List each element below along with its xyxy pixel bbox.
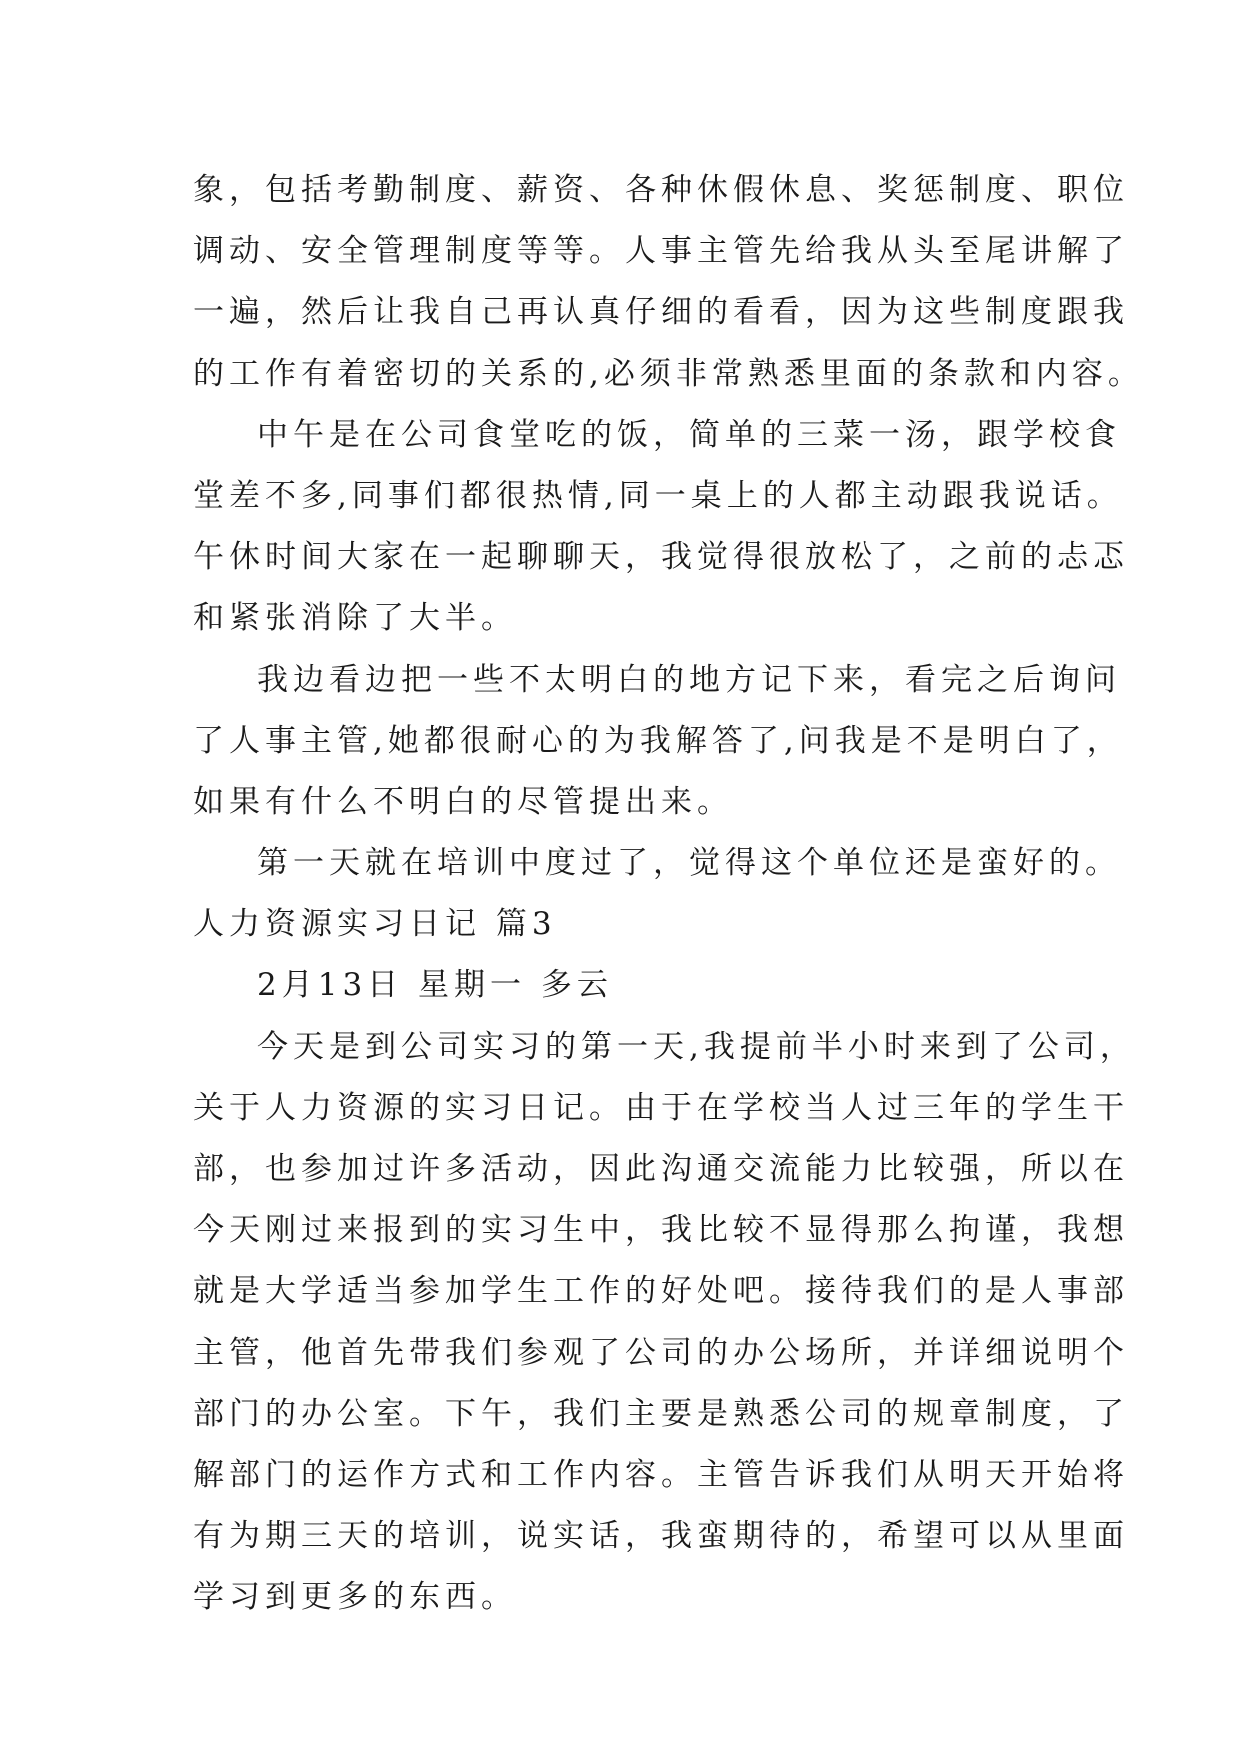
text-line: 主管，他首先带我们参观了公司的办公场所，并详细说明个 — [193, 1334, 1129, 1371]
body-text — [193, 160, 1144, 1629]
text-line: 中午是在公司食堂吃的饭，简单的三菜一汤，跟学校食 — [257, 416, 1121, 453]
text-line: 解部门的运作方式和工作内容。主管告诉我们从明天开始将 — [193, 1456, 1129, 1493]
text-line: 和紧张消除了大半。 — [193, 600, 517, 637]
text-line: 一遍，然后让我自己再认真仔细的看看，因为这些制度跟我 — [193, 294, 1129, 331]
text-line: 今天刚过来报到的实习生中，我比较不显得那么拘谨，我想 — [193, 1212, 1129, 1249]
text-line: 部门的办公室。下午，我们主要是熟悉公司的规章制度，了 — [193, 1395, 1129, 1432]
text-line: 第一天就在培训中度过了，觉得这个单位还是蛮好的。 — [257, 845, 1121, 882]
text-line: 今天是到公司实习的第一天,我提前半小时来到了公司， — [257, 1028, 1136, 1065]
text-line: 就是大学适当参加学生工作的好处吧。接待我们的是人事部 — [193, 1273, 1129, 1310]
text-line: 午休时间大家在一起聊聊天，我觉得很放松了，之前的忐忑 — [193, 539, 1129, 576]
text-line: 学习到更多的东西。 — [193, 1579, 517, 1616]
text-line: 的工作有着密切的关系的,必须非常熟悉里面的条款和内容。 — [193, 355, 1144, 392]
text-line: 我边看边把一些不太明白的地方记下来，看完之后询问 — [257, 661, 1121, 698]
text-line: 了人事主管,她都很耐心的为我解答了,问我是不是明白了， — [193, 722, 1123, 759]
text-line: 部，也参加过许多活动，因此沟通交流能力比较强，所以在 — [193, 1151, 1129, 1187]
text-line: 有为期三天的培训，说实话，我蛮期待的，希望可以从里面 — [193, 1518, 1129, 1555]
text-line: 2月13日 星期一 多云 — [257, 967, 613, 1004]
text-line: 象，包括考勤制度、薪资、各种休假休息、奖惩制度、职位 — [193, 172, 1129, 208]
text-line: 调动、安全管理制度等等。人事主管先给我从头至尾讲解了 — [193, 233, 1129, 270]
text-line: 人力资源实习日记 篇3 — [193, 906, 557, 943]
text-line: 关于人力资源的实习日记。由于在学校当人过三年的学生干 — [193, 1089, 1129, 1126]
text-line: 堂差不多,同事们都很热情,同一桌上的人都主动跟我说话。 — [193, 477, 1123, 514]
text-line: 如果有什么不明白的尽管提出来。 — [193, 783, 733, 820]
